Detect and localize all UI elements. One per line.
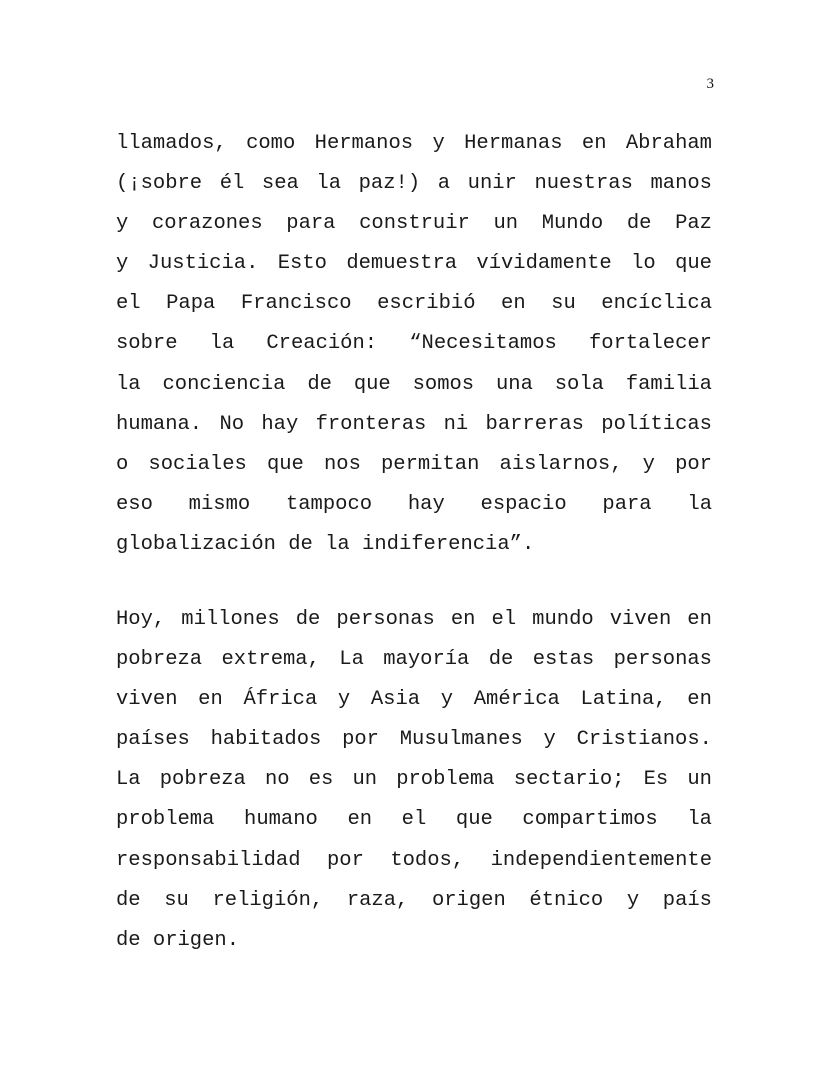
text-line <box>116 485 712 525</box>
word: su <box>164 888 189 912</box>
word: Esto <box>277 252 327 276</box>
word: No <box>219 412 245 436</box>
word: que <box>353 372 391 396</box>
word: problema <box>396 768 495 792</box>
word: raza, <box>346 888 409 912</box>
word: sociales <box>148 452 247 476</box>
word: políticas <box>601 412 712 436</box>
word: independientemente <box>490 848 712 872</box>
word: para <box>286 212 336 236</box>
word: encíclica <box>601 292 712 316</box>
word: el <box>116 292 141 316</box>
word: que <box>455 808 493 832</box>
word: mundo <box>532 608 594 631</box>
word: millones <box>181 608 280 631</box>
word: es <box>308 768 334 792</box>
word: hay <box>407 492 445 516</box>
word: sola <box>554 372 604 396</box>
paragraph-1 <box>116 124 712 565</box>
word: un <box>493 212 519 236</box>
word: religión, <box>212 888 324 912</box>
word: familia <box>625 372 712 396</box>
text-line <box>116 881 712 921</box>
word: lo <box>631 252 656 276</box>
word: Cristianos. <box>576 728 712 752</box>
word: un <box>352 768 378 792</box>
word: y <box>642 452 655 476</box>
text-line <box>116 405 712 445</box>
word: Creación: <box>266 332 378 356</box>
word: origen <box>431 888 506 912</box>
text-line <box>116 841 712 881</box>
word: construir <box>359 212 470 236</box>
text-line <box>116 800 712 840</box>
word: Papa <box>166 292 216 316</box>
word: mismo <box>188 492 251 516</box>
word: que <box>675 252 712 276</box>
word: el <box>491 608 517 631</box>
word: compartimos <box>522 808 658 832</box>
word: en <box>501 292 526 316</box>
word: problema <box>116 808 215 832</box>
word: la <box>687 808 712 832</box>
word: Asia <box>370 688 421 712</box>
word: África <box>243 688 318 712</box>
word: humana. <box>116 412 203 436</box>
word: somos <box>412 372 475 396</box>
word: por <box>342 728 379 752</box>
word: todos, <box>390 848 465 872</box>
text-line <box>116 324 712 364</box>
word: y <box>337 688 351 712</box>
word: una <box>495 372 533 396</box>
word: ni <box>443 412 469 436</box>
word: hay <box>261 412 299 436</box>
word: escribió <box>377 292 476 316</box>
word: en <box>347 808 373 832</box>
word: demuestra <box>346 252 458 276</box>
word: viven <box>116 688 178 712</box>
word: el <box>401 808 427 832</box>
word: estas <box>532 648 595 672</box>
text-line <box>116 124 712 164</box>
word: y <box>116 212 129 236</box>
word: manos <box>650 172 712 196</box>
word: y <box>440 688 454 712</box>
word: mayoría <box>383 648 470 672</box>
word: “Necesitamos <box>409 332 557 356</box>
word: Francisco <box>240 292 352 316</box>
word: en <box>581 132 607 155</box>
text-line <box>116 365 712 405</box>
word: nos <box>323 452 361 476</box>
text-line <box>116 640 712 680</box>
text-line <box>116 760 712 800</box>
word: tampoco <box>285 492 373 516</box>
text-line <box>116 244 712 284</box>
word: Latina, <box>580 688 667 712</box>
word: de origen. <box>116 928 240 952</box>
word: en <box>198 688 223 712</box>
word: vívidamente <box>476 252 612 276</box>
word: por <box>675 452 712 476</box>
word: y <box>116 252 129 276</box>
word: países <box>116 728 190 752</box>
word: personas <box>613 648 712 672</box>
word: permitan <box>380 452 480 476</box>
text-line <box>116 445 712 485</box>
word: la <box>687 492 712 516</box>
word: de <box>116 888 141 912</box>
word: por <box>326 848 364 872</box>
word: sobre <box>116 332 178 356</box>
word: sea <box>261 172 299 196</box>
word: Mundo <box>541 212 604 236</box>
word: habitados <box>210 728 322 752</box>
word: pobreza <box>116 648 203 672</box>
word: fortalecer <box>588 332 712 356</box>
word: (¡sobre <box>116 172 203 196</box>
word: América <box>473 688 560 712</box>
word: la <box>316 172 342 196</box>
word: como <box>246 132 296 155</box>
word: su <box>551 292 576 316</box>
word: país <box>662 888 712 912</box>
word: La <box>116 768 141 792</box>
word: o <box>116 452 129 476</box>
word: Es <box>643 768 669 792</box>
paragraph-2 <box>116 600 712 961</box>
word: corazones <box>151 212 263 236</box>
word: de <box>488 648 514 672</box>
text-line <box>116 164 712 204</box>
text-line <box>116 921 712 961</box>
word: a <box>437 172 451 196</box>
word: un <box>687 768 712 792</box>
word: barreras <box>485 412 584 436</box>
text-line <box>116 680 712 720</box>
word: paz!) <box>358 172 421 196</box>
word: eso <box>116 492 153 516</box>
text-line <box>116 525 712 565</box>
word: y <box>432 132 445 155</box>
text-line <box>116 600 712 640</box>
word: la <box>209 332 235 356</box>
word: de <box>295 608 321 631</box>
page-number: 3 <box>706 76 714 92</box>
word: nuestras <box>534 172 633 196</box>
text-line <box>116 284 712 324</box>
word: globalización de la indiferencia”. <box>116 532 535 556</box>
word: viven <box>609 608 672 631</box>
word: personas <box>336 608 435 631</box>
word: Hermanas <box>464 132 563 155</box>
word: conciencia <box>162 372 286 396</box>
word: la <box>116 372 141 396</box>
word: responsabilidad <box>116 848 301 872</box>
word: extrema, <box>221 648 320 672</box>
word: que <box>266 452 304 476</box>
word: y <box>626 888 640 912</box>
word: de <box>307 372 332 396</box>
word: no <box>264 768 290 792</box>
word: él <box>219 172 245 196</box>
word: en <box>687 688 712 712</box>
text-line <box>116 204 712 244</box>
word: sectario; <box>513 768 625 792</box>
word: pobreza <box>159 768 246 792</box>
word: Hoy, <box>116 608 166 631</box>
word: fronteras <box>315 412 427 436</box>
word: La <box>339 648 364 672</box>
word: llamados, <box>116 132 227 155</box>
word: en <box>450 608 476 631</box>
word: Hermanos <box>314 132 414 155</box>
word: Abraham <box>625 132 712 155</box>
word: étnico <box>529 888 604 912</box>
text-line <box>116 720 712 760</box>
word: de <box>626 212 652 236</box>
word: espacio <box>480 492 567 516</box>
word: humano <box>244 808 318 832</box>
word: unir <box>467 172 517 196</box>
word: Musulmanes <box>399 728 523 752</box>
word: para <box>602 492 652 516</box>
word: en <box>687 608 712 631</box>
word: Paz <box>675 212 712 236</box>
word: Justicia. <box>147 252 259 276</box>
word: aislarnos, <box>499 452 623 476</box>
word: y <box>543 728 556 752</box>
